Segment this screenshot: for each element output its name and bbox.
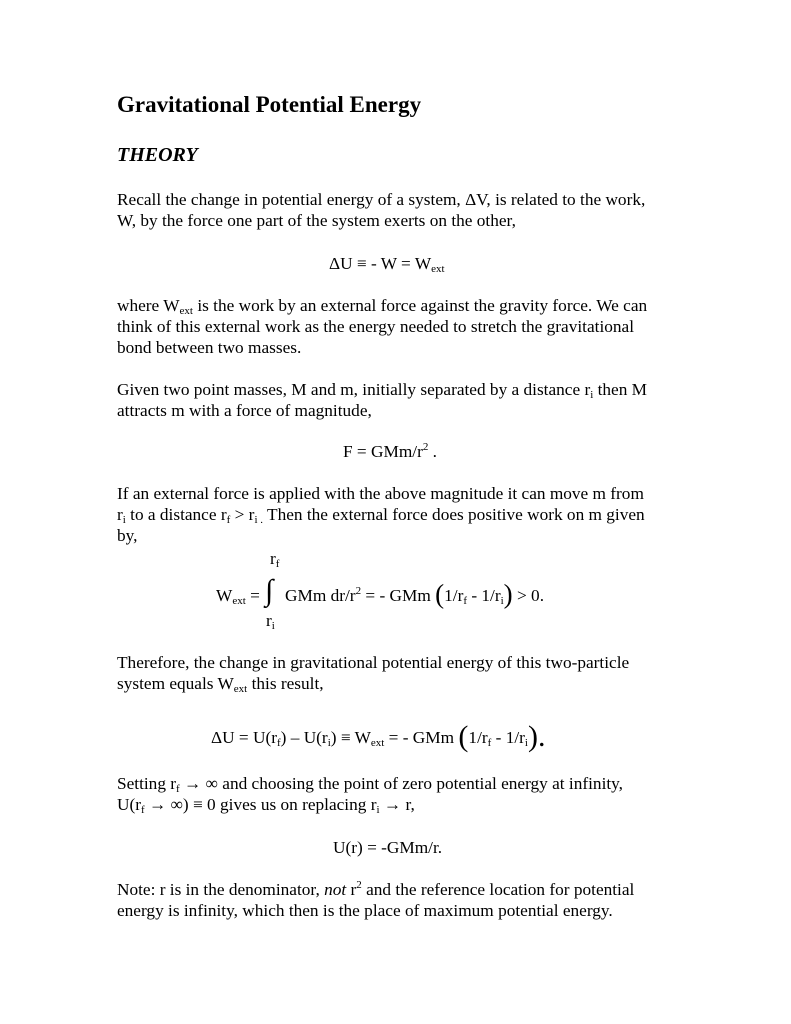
text-run: → ∞) ≡ 0 gives us on replacing r	[144, 795, 377, 814]
paragraph-line	[117, 295, 687, 316]
superscript: 2	[356, 879, 362, 891]
text-run: then M	[593, 380, 648, 399]
subscript: ext	[179, 305, 193, 317]
text-run: > r	[230, 505, 255, 524]
subscript: f	[226, 514, 231, 526]
paragraph-line: If an external force is applied with the above magnitude it can move m from	[117, 484, 644, 503]
equation-text: ΔU = U(r	[211, 728, 277, 747]
paragraph-line: think of this external work as the energy needed to stretch the gravitational	[117, 317, 634, 336]
paragraph-line	[117, 379, 687, 400]
equation-delta-u	[329, 254, 445, 274]
page-title: Gravitational Potential Energy	[117, 92, 422, 117]
paragraph-point-masses	[117, 379, 687, 421]
equation-text: - 1/r	[491, 728, 525, 747]
paragraph-line	[117, 879, 687, 900]
paragraph-line	[117, 673, 687, 694]
paragraph-line: attracts m with a force of magnitude,	[117, 401, 372, 420]
paragraph-intro	[117, 189, 687, 231]
subscript: ext	[370, 737, 385, 749]
text-run: is the work by an external force against the gravity force. We can	[193, 296, 648, 315]
subscript: ext	[431, 263, 445, 275]
superscript: 2	[422, 441, 429, 453]
equation-text: r	[266, 611, 272, 630]
paragraph-line: Recall the change in potential energy of a system, ΔV, is related to the work,	[117, 190, 646, 209]
equation-potential-change	[211, 720, 546, 753]
subscript: i	[500, 595, 504, 607]
paragraph-line	[117, 504, 687, 525]
equation-text: > 0.	[512, 586, 545, 605]
paragraph-work-definition	[117, 295, 687, 358]
equation-work-integral	[216, 586, 260, 606]
paragraph-line: W, by the force one part of the system exerts on the other,	[117, 211, 516, 230]
text-run: → r,	[379, 795, 415, 814]
equation-potential-result	[333, 838, 442, 858]
equation-text: .	[428, 442, 437, 461]
close-paren: )	[503, 579, 513, 609]
paragraph-setting-limit	[117, 773, 687, 815]
subscript: i	[271, 620, 275, 632]
subscript: f	[487, 737, 492, 749]
equation-text: GMm dr/r	[285, 586, 356, 605]
text-run: Then the external force does positive work on m given	[263, 505, 645, 524]
integral-lower-limit	[266, 611, 275, 631]
text-run: to a distance r	[125, 505, 227, 524]
text-run: U(r	[117, 795, 141, 814]
open-paren: (	[458, 720, 469, 753]
subscript: i .	[254, 514, 263, 526]
subscript: f	[276, 737, 281, 749]
emphasis: not	[324, 880, 347, 899]
text-run: Setting r	[117, 774, 177, 793]
superscript: 2	[355, 585, 362, 597]
equation-text: W	[216, 586, 233, 605]
paragraph-line: bond between two masses.	[117, 338, 302, 357]
subscript: i	[122, 514, 126, 526]
text-run: where W	[117, 296, 180, 315]
equation-text: 1/r	[444, 586, 464, 605]
subscript: f	[463, 595, 468, 607]
text-run: r	[117, 505, 123, 524]
equation-text: =	[245, 586, 260, 605]
integral-upper-limit	[270, 549, 279, 569]
equation-work-rhs	[285, 579, 545, 609]
equation-text: r	[270, 549, 276, 568]
equation-text: ) – U(r	[280, 728, 328, 747]
paragraph-line: energy is infinity, which then is the place of maximum potential energy.	[117, 901, 613, 920]
close-paren-period: ).	[527, 720, 546, 753]
subscript: ext	[233, 683, 248, 695]
open-paren: (	[435, 579, 445, 609]
paragraph-note	[117, 879, 687, 921]
text-run: system equals W	[117, 674, 234, 693]
section-heading: THEORY	[117, 144, 198, 166]
equation-text: F = GMm/r	[343, 442, 423, 461]
text-run: r	[346, 880, 357, 899]
equation-text: U(r) = -GMm/r.	[333, 838, 443, 857]
text-run: and the reference location for potential	[361, 880, 635, 899]
equation-text: - 1/r	[467, 586, 501, 605]
text-run: this result,	[247, 674, 324, 693]
text-run: Given two point masses, M and m, initially separated by a distance r	[117, 380, 591, 399]
text-run: Note: r is in the denominator,	[117, 880, 325, 899]
subscript: i	[376, 804, 380, 816]
equation-force	[343, 442, 437, 462]
paragraph-line: Therefore, the change in gravitational potential energy of this two-particle	[117, 653, 630, 672]
paragraph-line	[117, 773, 687, 794]
subscript: ext	[232, 595, 246, 607]
paragraph-therefore	[117, 652, 687, 694]
subscript: i	[327, 737, 331, 749]
subscript: f	[275, 558, 280, 570]
equation-text: = - GMm	[361, 586, 436, 605]
subscript: i	[524, 737, 528, 749]
paragraph-line: by,	[117, 526, 138, 545]
integral-sign: ∫	[265, 574, 274, 607]
equation-text: 1/r	[468, 728, 488, 747]
equation-text: ) ≡ W	[330, 728, 371, 747]
subscript: f	[141, 804, 145, 816]
text-run: → ∞ and choosing the point of zero potential energy at infinity,	[179, 774, 624, 793]
paragraph-external-force	[117, 483, 687, 546]
subscript: i	[590, 389, 594, 401]
equation-text: ΔU ≡ - W = W	[329, 254, 432, 273]
subscript: f	[176, 783, 180, 795]
equation-text: = - GMm	[384, 728, 459, 747]
paragraph-line	[117, 794, 687, 815]
